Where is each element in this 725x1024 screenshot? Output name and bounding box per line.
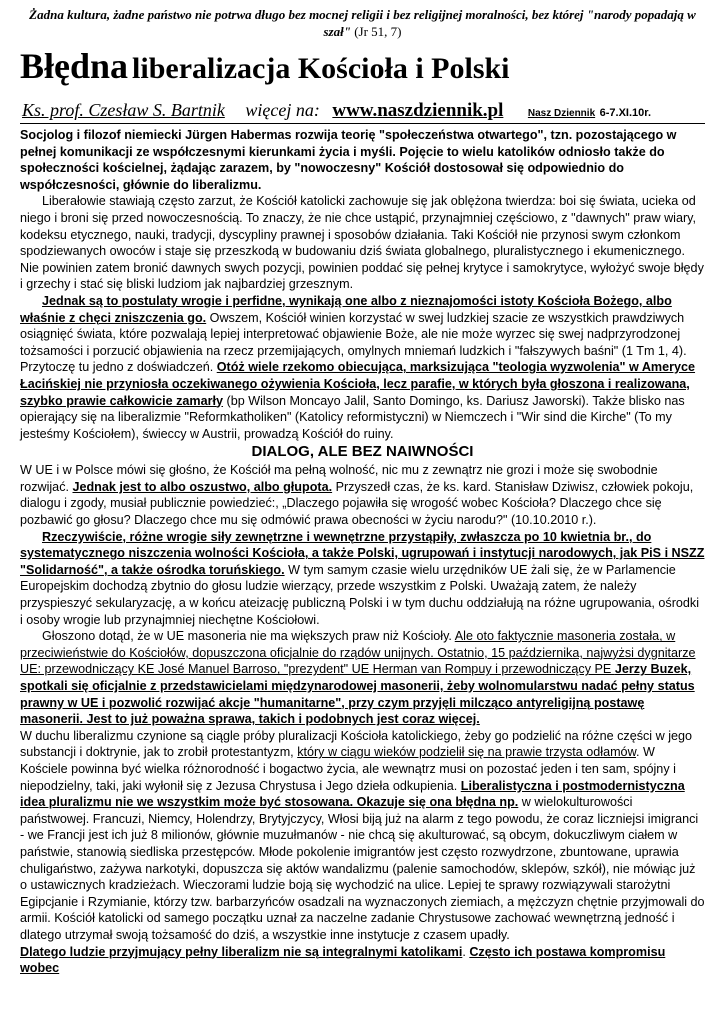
section-heading: DIALOG, ALE BEZ NAIWNOŚCI bbox=[251, 443, 474, 461]
p5-underlined: Ale oto faktycznie masoneria została, w przeciwieństwie do Kościołów, dopuszczona oficjalnie do rządów unijnych. Ostatnio, 15 października, najwyżsi dygnitarze UE: przewodniczący KE José Manuel Barroso, "prezydent" UE Herman van Rompuy i przewodniczący PE bbox=[20, 629, 696, 677]
p4-text-a: W tym samym czasie wielu urzędników UE żali się, że w Parlamencie Europejskim dochodzą zbytnio do głosu ludzie wierzący, przede wszystkim z Polski. Uważają zatem, że należy przyspieszyć sekularyzację, a w końcu ateizację publiczną Polski i w tym duchu oddziałują na różne ugrupowania, ośrodki i osoby wrogie lub przynajmniej niechętne Kościołowi. bbox=[20, 562, 700, 627]
p3-emphasis: Jednak jest to albo oszustwo, albo głupota. bbox=[72, 479, 333, 494]
motto-reference: (Jr 51, 7) bbox=[354, 24, 402, 39]
p6-text-b: . W Kościele powinna być wielka różnorodność i bogactwo życia, ale wewnątrz musi on pozostać jeden i ten sam, spójny i niepodzielny, taki, jaki wyłonił się z Jezusa Chrystusa i Jego dzieła odkupienia. bbox=[20, 745, 676, 793]
p5-text-a: Głoszono dotąd, że w UE masoneria nie ma większych praw niż Kościoły. bbox=[42, 629, 455, 644]
paragraph-7 bbox=[20, 944, 705, 977]
p2-emphasis: Jednak są to postulaty wrogie i perfidne, wynikają one albo z nieznajomości istoty Kościoła Bożego, albo właśnie z chęci zniszczenia go. bbox=[20, 293, 672, 325]
publication-date: 6-7.XI.10r. bbox=[599, 107, 652, 119]
source-name: Nasz Dziennik bbox=[527, 108, 596, 119]
motto bbox=[20, 6, 705, 40]
paragraph-5 bbox=[20, 628, 705, 728]
p3-text-a: W UE i w Polsce mówi się głośno, że Kościół ma pełną wolność, nic mu z zewnątrz nie grozi i może się swobodnie rozwijać. bbox=[20, 463, 658, 494]
p6-underlined: który w ciągu wieków podzielił się na prawie trzysta odłamów bbox=[297, 745, 636, 760]
paragraph-3 bbox=[20, 462, 705, 528]
article-title bbox=[20, 46, 510, 94]
lead-paragraph: Socjolog i filozof niemiecki Jürgen Habermas rozwija teorię "społeczeństwa otwartego", tzn. pozostającego w pełnej komunikacji ze współczesnymi kierunkami życia i myśli. Pojęcie to wielu katolików odniosło także do społeczności kościelnej, żądając zarazem, by "nowoczesny" Kościół dostosował się odpowiednio do współczesności, głównie do liberalizmu. bbox=[20, 128, 677, 192]
byline bbox=[22, 98, 707, 126]
header-divider bbox=[20, 123, 705, 124]
p2-text-c: (bp Wilson Moncayo Jalil, Santo Domingo, ks. Dariusz Jaworski). Także blisko nas opierający się na liberalizmie "Reformkatholiken" (Katolicy reformistyczni) w Niemczech i "Wir sind die Kirche" (To my jesteśmy Kościołem), świeccy w Austrii, prowadzą Kościół do ruiny. bbox=[20, 393, 685, 441]
p6-text-c: w wielokulturowości państwowej. Francuzi, Niemcy, Holendrzy, Brytyjczycy, Włosi biją już na alarm z tego powodu, że coraz liczniejsi imigranci - we Francji jest ich już 8 milionów, głównie muzułmanów - nie chcą się akulturować, są obcym, dokuczliwym ciałem w państwie, stanowią siedliska przestępców. Młode pokolenie imigrantów jest często rozwydrzone, zbuntowane, uprawia chuligaństwo, zażywa narkotyki, dopuszcza się aktów wandalizmu (palenie samochodów, sklepów, szkół), nie mówiąc już o ustawicznych kradzieżach. Wieczorami ludzie boją się wychodzić na ulice. Lepiej te sprawy rozwiązywali starożytni Egipcjanie i Rzymianie, którzy tzw. barbarzyńców osadzali na wyznaczonych ziemiach, a mężczyzn chętnie przyjmowali do armii. Kościół katolicki od samego początku uznał za naczelne zadanie Chrystusowe zachować wewnętrzną jedność i dlatego utrzymał swoją tożsamość do dziś, a wszystkie inne instytucje z czasem upadły. bbox=[20, 795, 705, 942]
p6-text-a: W duchu liberalizmu czynione są ciągle próby pluralizacji Kościoła katolickiego, żeby go podzielić na różne części w jego substancji i doktrynie, jak to zrobił protestantyzm, bbox=[20, 728, 693, 760]
paragraph-6 bbox=[20, 728, 705, 944]
p7-emphasis-b: Często ich postawa kompromisu wobec bbox=[20, 944, 666, 976]
p7-emphasis: Dlatego ludzie przyjmujący pełny liberalizm nie są integralnymi katolikami bbox=[20, 944, 463, 959]
p2-text-a: Owszem, Kościół winien korzystać w swej ludzkiej szacie ze wszystkich prawdziwych osiągnięć świata, które pozwalają lepiej interpretować objawienie Boże, ale nie może wyrzec się swej nadprzyrodzonej tożsamości i porzucić objawienia na rzecz przemijających, omylnych mniemań ludzkich i "fałszywych baśni" (1 Tm 1, 4). Przytoczę tu jedno z doświadczeń. bbox=[20, 310, 687, 375]
p4-emphasis: Rzeczywiście, różne wrogie siły zewnętrzne i wewnętrzne przystąpiły, zwłaszcza po 10 kwietnia br., do systematycznego niszczenia wolności Kościoła, a także Polski, ugrupowań i instytucji narodowych, jak PiS i NSZZ "Solidarność", a także ośrodka toruńskiego. bbox=[20, 529, 705, 577]
paragraph-4 bbox=[20, 529, 705, 629]
motto-text: Żadna kultura, żadne państwo nie potrwa długo bez mocnej religii i bez religijnej moralności, bez której "narody popadają w szał" bbox=[29, 7, 696, 39]
p6-emphasis: Liberalistyczna i postmodernistyczna idea pluralizmu nie we wszystkim może być stosowana. Okazuje się ona błędna np. bbox=[20, 778, 685, 810]
title-rest: liberalizacja Kościoła i Polski bbox=[132, 52, 510, 85]
paragraph-2 bbox=[20, 293, 705, 442]
more-label: więcej na: bbox=[245, 100, 320, 120]
paragraph-1: Liberałowie stawiają często zarzut, że Kościół katolicki zachowuje się jak oblężona twierdza: boi się świata, ucieka od niego i broni się przed nowoczesnością. To znaczy, że nie chce ustąpić, przynajmniej częściowo, z "dawnych" praw wiary, kodeksu etycznego, nauki, tradycji, dyscypliny prawnej i sposobów działania. Taki Kościół nie przynosi swym członkom spodziewanych owoców i staje się przeszkodą w budowaniu dziś świata globalnego, pluralistycznego i ekumenicznego. Nie powinien zatem bronić dawnych swych pozycji, powinien poddać się pełnej krytyce i samokrytyce, wyłożyć swoje błędy i grzechy i stać się bliski ludziom jak najbardziej grzesznym. bbox=[20, 194, 704, 292]
p7-text-a: . bbox=[462, 944, 470, 959]
website-link[interactable]: www.naszdziennik.pl bbox=[332, 100, 504, 121]
p3-text-b: Przyszedł czas, że ks. kard. Stanisław Dziwisz, człowiek pokoju, dialogu i zgody, musiał publicznie powiedzieć:, „Dlaczego pojawiła się wrogość wobec Kościoła? Dlaczego chce się pozbawić go głosu? Dlaczego chce mu się odmówić prawa obecności w życiu narodu?" (10.10.2010 r.). bbox=[20, 479, 694, 528]
article-body bbox=[20, 127, 705, 977]
title-first-word: Błędna bbox=[20, 46, 129, 86]
p2-emphasis-b: Otóż wiele rzekomo obiecująca, marksizująca "teologia wyzwolenia" w Ameryce Łacińskiej nie przyniosła oczekiwanego ożywienia Kościoła, lecz parafie, w których była głoszona i realizowana, szybko prawie całkowicie zamarły bbox=[20, 360, 696, 408]
p5-emphasis: Jerzy Buzek, spotkali się oficjalnie z przedstawicielami międzynarodowej masonerii, żeby wolnomularstwu nadać pełny status prawny w UE i pozwolić rozwijać akcje "humanitarne", przy czym przyjęli milcząco antyreligijną postawę masonerii. Jest to już poważna sprawa, takich i podobnych jest coraz więcej. bbox=[20, 662, 695, 727]
author: Ks. prof. Czesław S. Bartnik bbox=[22, 100, 225, 120]
